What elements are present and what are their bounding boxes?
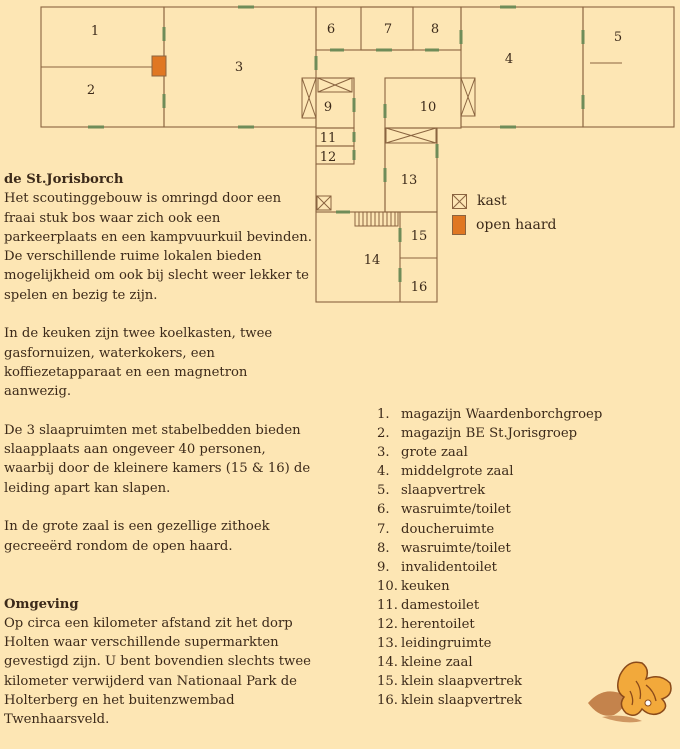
room-list-item bbox=[377, 443, 602, 462]
room-list-item bbox=[377, 539, 602, 558]
room-list-label: damestoilet bbox=[401, 597, 480, 613]
room-list-number: 11. bbox=[377, 597, 398, 613]
room-list-label: wasruimte/toilet bbox=[401, 540, 511, 556]
room-list-label: herentoilet bbox=[401, 617, 475, 633]
omgeving-paragraph: Op circa een kilometer afstand zit het dorp Holten waar verschillende supermarkten gevestigd zijn. U bent bovendien slechts twee kilometer verwijderd van Nationaal Park de Holterberg en het buitenzwembad Twenhaarsveld. bbox=[4, 615, 311, 728]
room-list-number: 12. bbox=[377, 617, 398, 633]
room-number-15: 15 bbox=[410, 229, 428, 244]
description-title: de St.Jorisborch bbox=[4, 172, 124, 187]
room-list-label: middelgrote zaal bbox=[401, 464, 514, 480]
room-list-number: 10. bbox=[377, 578, 398, 594]
room-list-item bbox=[377, 481, 602, 500]
room-list-number: 5. bbox=[377, 483, 390, 499]
cupboard-icon bbox=[317, 196, 331, 210]
room-list-label: grote zaal bbox=[401, 445, 468, 461]
room-list-item bbox=[377, 653, 602, 672]
legend-label-open-haard: open haard bbox=[476, 217, 557, 233]
room-list-item bbox=[377, 462, 602, 481]
cupboard-icon bbox=[386, 128, 436, 143]
room-number-5: 5 bbox=[613, 30, 623, 45]
room-list-item bbox=[377, 424, 602, 443]
description-paragraph-3: De 3 slaapruimten met stabelbedden bieden slaapplaats aan ongeveer 40 personen, waarbij door de kleinere kamers (15 & 16) de leiding apart kan slapen. bbox=[4, 422, 311, 496]
room-number-8: 8 bbox=[430, 22, 440, 37]
room-list-number: 8. bbox=[377, 540, 390, 556]
room-number-4: 4 bbox=[504, 52, 514, 67]
room-list-number: 4. bbox=[377, 464, 390, 480]
room-list-item bbox=[377, 691, 602, 710]
room-list-label: slaapvertrek bbox=[401, 483, 486, 499]
room-list-number: 7. bbox=[377, 521, 390, 537]
room-number-11: 11 bbox=[319, 131, 337, 146]
room-number-12: 12 bbox=[319, 150, 337, 165]
room-list-item bbox=[377, 500, 602, 519]
room-number-7: 7 bbox=[383, 22, 393, 37]
room-list-label: keuken bbox=[401, 578, 450, 594]
room-list-number: 2. bbox=[377, 426, 390, 442]
room-list-item bbox=[377, 577, 602, 596]
scouting-logo bbox=[584, 655, 679, 725]
room-list-item bbox=[377, 558, 602, 577]
description-paragraph-4: In de grote zaal is een gezellige zithoek gecreeërd rondom de open haard. bbox=[4, 519, 270, 554]
room-list-item bbox=[377, 405, 602, 424]
room-list-label: magazijn BE St.Jorisgroep bbox=[401, 426, 578, 442]
room-list-item bbox=[377, 520, 602, 539]
room-list bbox=[377, 405, 602, 711]
room-list-number: 6. bbox=[377, 502, 390, 518]
room-list-label: doucheruimte bbox=[401, 521, 495, 537]
room-list-item bbox=[377, 596, 602, 615]
cupboard-icon bbox=[461, 78, 475, 116]
cupboard-icon bbox=[452, 194, 467, 209]
wall-room-4 bbox=[461, 7, 583, 127]
legend-item-kast bbox=[452, 190, 557, 212]
room-list-item bbox=[377, 672, 602, 691]
room-list-label: leidingruimte bbox=[401, 636, 492, 652]
cupboard-icon bbox=[302, 78, 316, 118]
cupboard-icon bbox=[318, 78, 352, 92]
room-list-label: klein slaapvertrek bbox=[401, 674, 523, 690]
room-number-1: 1 bbox=[90, 24, 100, 39]
room-number-2: 2 bbox=[86, 83, 96, 98]
room-list-item bbox=[377, 634, 602, 653]
room-number-9: 9 bbox=[323, 100, 333, 115]
room-list-number: 3. bbox=[377, 445, 390, 461]
room-list-label: wasruimte/toilet bbox=[401, 502, 511, 518]
fireplace-icon bbox=[452, 215, 466, 235]
room-list-number: 15. bbox=[377, 674, 398, 690]
room-number-3: 3 bbox=[234, 60, 244, 75]
omgeving-title: Omgeving bbox=[4, 596, 79, 612]
room-list-number: 16. bbox=[377, 693, 398, 709]
room-number-10: 10 bbox=[419, 100, 437, 115]
room-list-number: 9. bbox=[377, 559, 390, 575]
room-number-6: 6 bbox=[326, 22, 336, 37]
wall-room-5 bbox=[583, 7, 674, 127]
legend-item-open-haard bbox=[452, 214, 557, 236]
room-list-item bbox=[377, 615, 602, 634]
room-list-label: klein slaapvertrek bbox=[401, 693, 523, 709]
description-paragraph-1: Het scoutinggebouw is omringd door een fraai stuk bos waar zich ook een parkeerplaats en een kampvuurkuil bevinden. De verschillende ruime lokalen bieden mogelijkheid om ook bij slecht weer lekker te spelen en bezig te zijn. bbox=[4, 191, 312, 303]
room-list-label: kleine zaal bbox=[401, 655, 473, 671]
room-list-number: 14. bbox=[377, 655, 398, 671]
room-number-14: 14 bbox=[363, 253, 381, 268]
room-number-13: 13 bbox=[400, 173, 418, 188]
legend bbox=[452, 190, 557, 236]
room-list-label: invalidentoilet bbox=[401, 559, 497, 575]
room-list-number: 1. bbox=[377, 407, 390, 422]
room-list-number: 13. bbox=[377, 636, 398, 652]
legend-label-kast: kast bbox=[477, 193, 507, 209]
description bbox=[4, 170, 312, 749]
fireplace-icon bbox=[152, 56, 166, 76]
room-number-16: 16 bbox=[410, 280, 428, 295]
room-list-label: magazijn Waardenborchgroep bbox=[401, 407, 603, 422]
description-paragraph-2: In de keuken zijn twee koelkasten, twee gasfornuizen, waterkokers, een koffiezetapparaat en een magnetron aanwezig. bbox=[4, 326, 273, 400]
stairs bbox=[355, 212, 398, 226]
